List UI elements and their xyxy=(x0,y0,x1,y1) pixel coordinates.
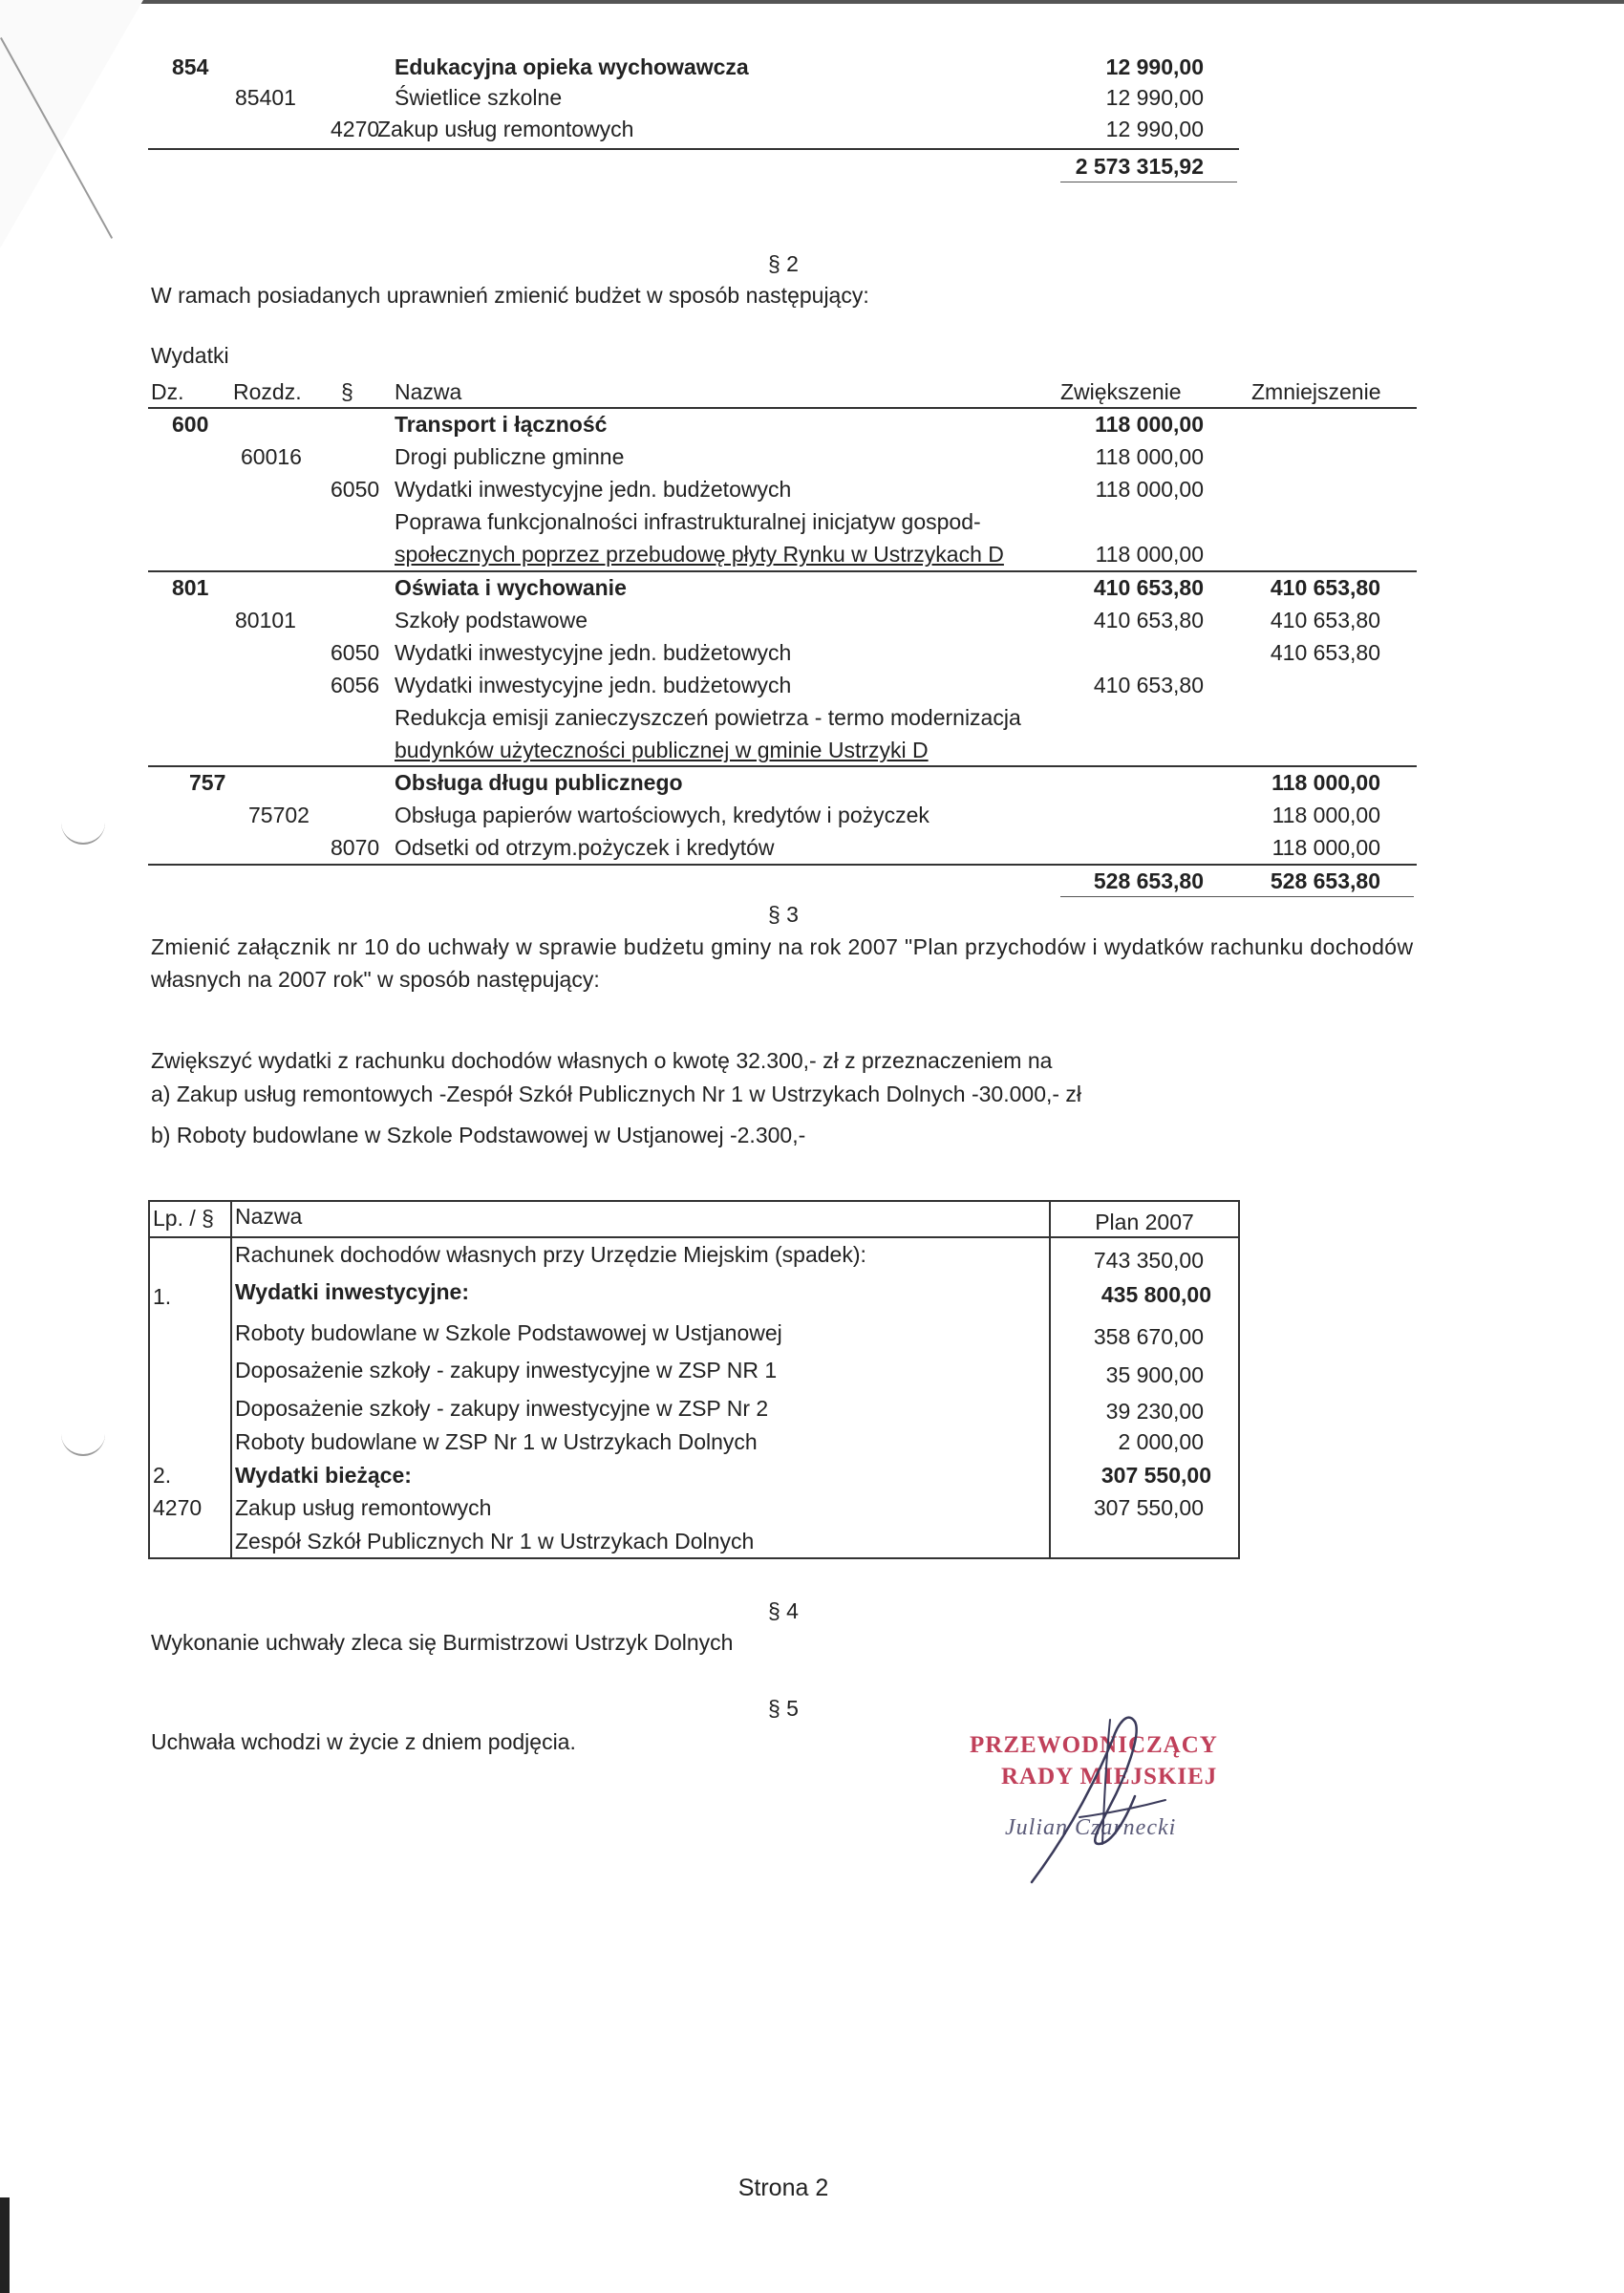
increase-cell: 410 653,80 xyxy=(1093,673,1204,697)
nazwa-cell: Zakup usług remontowych xyxy=(377,117,634,141)
rule xyxy=(148,765,1417,767)
stamp-subtitle: RADY MIEJSKIEJ xyxy=(1001,1764,1218,1789)
nazwa-cell: Szkoły podstawowe xyxy=(395,608,588,632)
table-border xyxy=(148,1200,1240,1202)
header-lp: Lp. / § xyxy=(153,1206,214,1231)
dz-cell: 854 xyxy=(172,54,209,79)
increase-cell: 410 653,80 xyxy=(1093,575,1204,600)
increase-cell: 410 653,80 xyxy=(1093,608,1204,632)
decrease-cell: 118 000,00 xyxy=(1271,803,1380,827)
section-paragraph: Wykonanie uchwały zleca się Burmistrzowi Ustrzyk Dolnych xyxy=(151,1630,734,1655)
nazwa-cell: Poprawa funkcjonalności infrastrukturalnej inicjatyw gospod- xyxy=(395,509,981,534)
total-amount: 2 573 315,92 xyxy=(1075,154,1204,179)
nazwa-cell: Redukcja emisji zanieczyszczeń powietrza - termo modernizacja xyxy=(395,705,1021,730)
paragraph-cell: 6056 xyxy=(331,673,380,697)
scan-top-edge xyxy=(0,0,1624,4)
decrease-cell: 118 000,00 xyxy=(1271,835,1380,860)
nazwa-cell: Zespół Szkół Publicznych Nr 1 w Ustrzykach Dolnych xyxy=(235,1529,755,1554)
nazwa-cell: Obsługa długu publicznego xyxy=(395,770,683,795)
nazwa-cell: społecznych poprzez przebudowę płyty Rynku w Ustrzykach D xyxy=(395,542,1004,567)
plan-cell: 35 900,00 xyxy=(1105,1362,1204,1387)
section-heading: § 4 xyxy=(768,1598,799,1623)
increase-cell: 118 000,00 xyxy=(1095,542,1204,567)
total-increase: 528 653,80 xyxy=(1093,868,1204,893)
amount-cell: 12 990,00 xyxy=(1105,85,1204,110)
paragraph-cell: 8070 xyxy=(331,835,380,860)
list-item: b) Roboty budowlane w Szkole Podstawowej w Ustjanowej -2.300,- xyxy=(151,1123,806,1147)
table-border xyxy=(148,1236,1240,1238)
dz-cell: 801 xyxy=(172,575,209,600)
plan-cell: 358 670,00 xyxy=(1093,1324,1204,1349)
increase-cell: 118 000,00 xyxy=(1095,477,1204,502)
section-intro: W ramach posiadanych uprawnień zmienić budżet w sposób następujący: xyxy=(151,283,869,308)
amount-cell: 12 990,00 xyxy=(1105,54,1204,79)
nazwa-cell: Drogi publiczne gminne xyxy=(395,444,625,469)
plan-cell: 2 000,00 xyxy=(1118,1429,1204,1454)
section-heading: § 5 xyxy=(768,1696,799,1721)
punch-hole-mark xyxy=(61,1422,105,1456)
section-heading: § 3 xyxy=(768,902,799,927)
nazwa-cell: Wydatki inwestycyjne: xyxy=(235,1279,469,1304)
plan-cell: 743 350,00 xyxy=(1093,1248,1204,1273)
rozdz-cell: 75702 xyxy=(248,803,310,827)
rule xyxy=(148,148,1239,150)
plan-cell: 39 230,00 xyxy=(1105,1399,1204,1424)
rozdz-cell: 80101 xyxy=(235,608,296,632)
punch-hole-mark xyxy=(61,810,105,845)
increase-cell: 118 000,00 xyxy=(1095,412,1204,437)
paragraph-cell: 6050 xyxy=(331,477,380,502)
rule xyxy=(148,407,1417,409)
header-zwiekszenie: Zwiększenie xyxy=(1060,379,1182,404)
rozdz-cell: 85401 xyxy=(235,85,296,110)
list-item: a) Zakup usług remontowych -Zespół Szkół Publicznych Nr 1 w Ustrzykach Dolnych -30.000,- zł xyxy=(151,1082,1082,1106)
section-paragraph: Zwiększyć wydatki z rachunku dochodów własnych o kwotę 32.300,- zł z przeznaczeniem na xyxy=(151,1048,1053,1073)
dz-cell: 757 xyxy=(189,770,226,795)
plan-cell: 307 550,00 xyxy=(1100,1463,1211,1488)
header-paragraph: § xyxy=(341,379,353,404)
nazwa-cell: Zakup usług remontowych xyxy=(235,1495,492,1520)
rule xyxy=(1060,896,1414,897)
nazwa-cell: Doposażenie szkoły - zakupy inwestycyjne w ZSP Nr 2 xyxy=(235,1396,769,1421)
header-rozdz: Rozdz. xyxy=(233,379,302,404)
handwritten-signature-icon xyxy=(1022,1701,1213,1892)
decrease-cell: 410 653,80 xyxy=(1270,575,1380,600)
plan-cell: 435 800,00 xyxy=(1100,1282,1211,1307)
nazwa-cell: budynków użyteczności publicznej w gminie Ustrzyki D xyxy=(395,738,929,762)
rule xyxy=(148,864,1417,866)
nazwa-cell: Edukacyjna opieka wychowawcza xyxy=(395,54,749,79)
paragraph-cell: 6050 xyxy=(331,640,380,665)
lp-cell: 1. xyxy=(153,1284,172,1309)
nazwa-cell: Świetlice szkolne xyxy=(395,85,563,110)
decrease-cell: 410 653,80 xyxy=(1270,608,1380,632)
nazwa-cell: Doposażenie szkoły - zakupy inwestycyjne w ZSP NR 1 xyxy=(235,1358,778,1382)
header-plan: Plan 2007 xyxy=(1095,1210,1194,1234)
nazwa-cell: Odsetki od otrzym.pożyczek i kredytów xyxy=(395,835,775,860)
header-dz: Dz. xyxy=(151,379,184,404)
table-caption: Wydatki xyxy=(151,343,229,368)
page-number: Strona 2 xyxy=(737,2175,829,2201)
scan-left-edge xyxy=(0,2197,10,2293)
decrease-cell: 410 653,80 xyxy=(1270,640,1380,665)
nazwa-cell: Transport i łączność xyxy=(395,412,608,437)
nazwa-cell: Roboty budowlane w Szkole Podstawowej w Ustjanowej xyxy=(235,1320,782,1345)
nazwa-cell: Rachunek dochodów własnych przy Urzędzie Miejskim (spadek): xyxy=(235,1242,866,1267)
total-decrease: 528 653,80 xyxy=(1270,868,1380,893)
section-paragraph: Zmienić załącznik nr 10 do uchwały w sprawie budżetu gminy na rok 2007 "Plan przychodów i wydatków rachunku dochodów xyxy=(151,934,1414,959)
paragraph-cell: 4270 xyxy=(331,117,380,141)
lp-cell: 4270 xyxy=(153,1495,203,1520)
section-heading: § 2 xyxy=(768,251,799,276)
header-nazwa: Nazwa xyxy=(395,379,462,404)
table-border xyxy=(230,1200,232,1559)
nazwa-cell: Wydatki inwestycyjne jedn. budżetowych xyxy=(395,673,792,697)
table-border xyxy=(148,1200,150,1559)
section-paragraph: Uchwała wchodzi w życie z dniem podjęcia. xyxy=(151,1729,576,1754)
stamp-name: Julian Czarnecki xyxy=(1005,1815,1177,1840)
dz-cell: 600 xyxy=(172,412,209,437)
table-border xyxy=(148,1557,1240,1559)
folded-corner xyxy=(0,0,143,248)
nazwa-cell: Wydatki inwestycyjne jedn. budżetowych xyxy=(395,640,792,665)
header-nazwa: Nazwa xyxy=(235,1204,303,1229)
plan-cell: 307 550,00 xyxy=(1093,1495,1204,1520)
nazwa-cell: Roboty budowlane w ZSP Nr 1 w Ustrzykach Dolnych xyxy=(235,1429,758,1454)
rozdz-cell: 60016 xyxy=(241,444,302,469)
stamp-title: PRZEWODNICZĄCY xyxy=(970,1732,1218,1758)
nazwa-cell: Oświata i wychowanie xyxy=(395,575,627,600)
header-zmniejszenie: Zmniejszenie xyxy=(1251,379,1381,404)
section-paragraph: własnych na 2007 rok" w sposób następujący: xyxy=(151,967,600,992)
nazwa-cell: Obsługa papierów wartościowych, kredytów i pożyczek xyxy=(395,803,930,827)
increase-cell: 118 000,00 xyxy=(1095,444,1204,469)
lp-cell: 2. xyxy=(153,1463,172,1488)
decrease-cell: 118 000,00 xyxy=(1271,770,1380,795)
nazwa-cell: Wydatki bieżące: xyxy=(235,1463,412,1488)
rule xyxy=(148,570,1417,572)
amount-cell: 12 990,00 xyxy=(1105,117,1204,141)
nazwa-cell: Wydatki inwestycyjne jedn. budżetowych xyxy=(395,477,792,502)
table-border xyxy=(1238,1200,1240,1559)
